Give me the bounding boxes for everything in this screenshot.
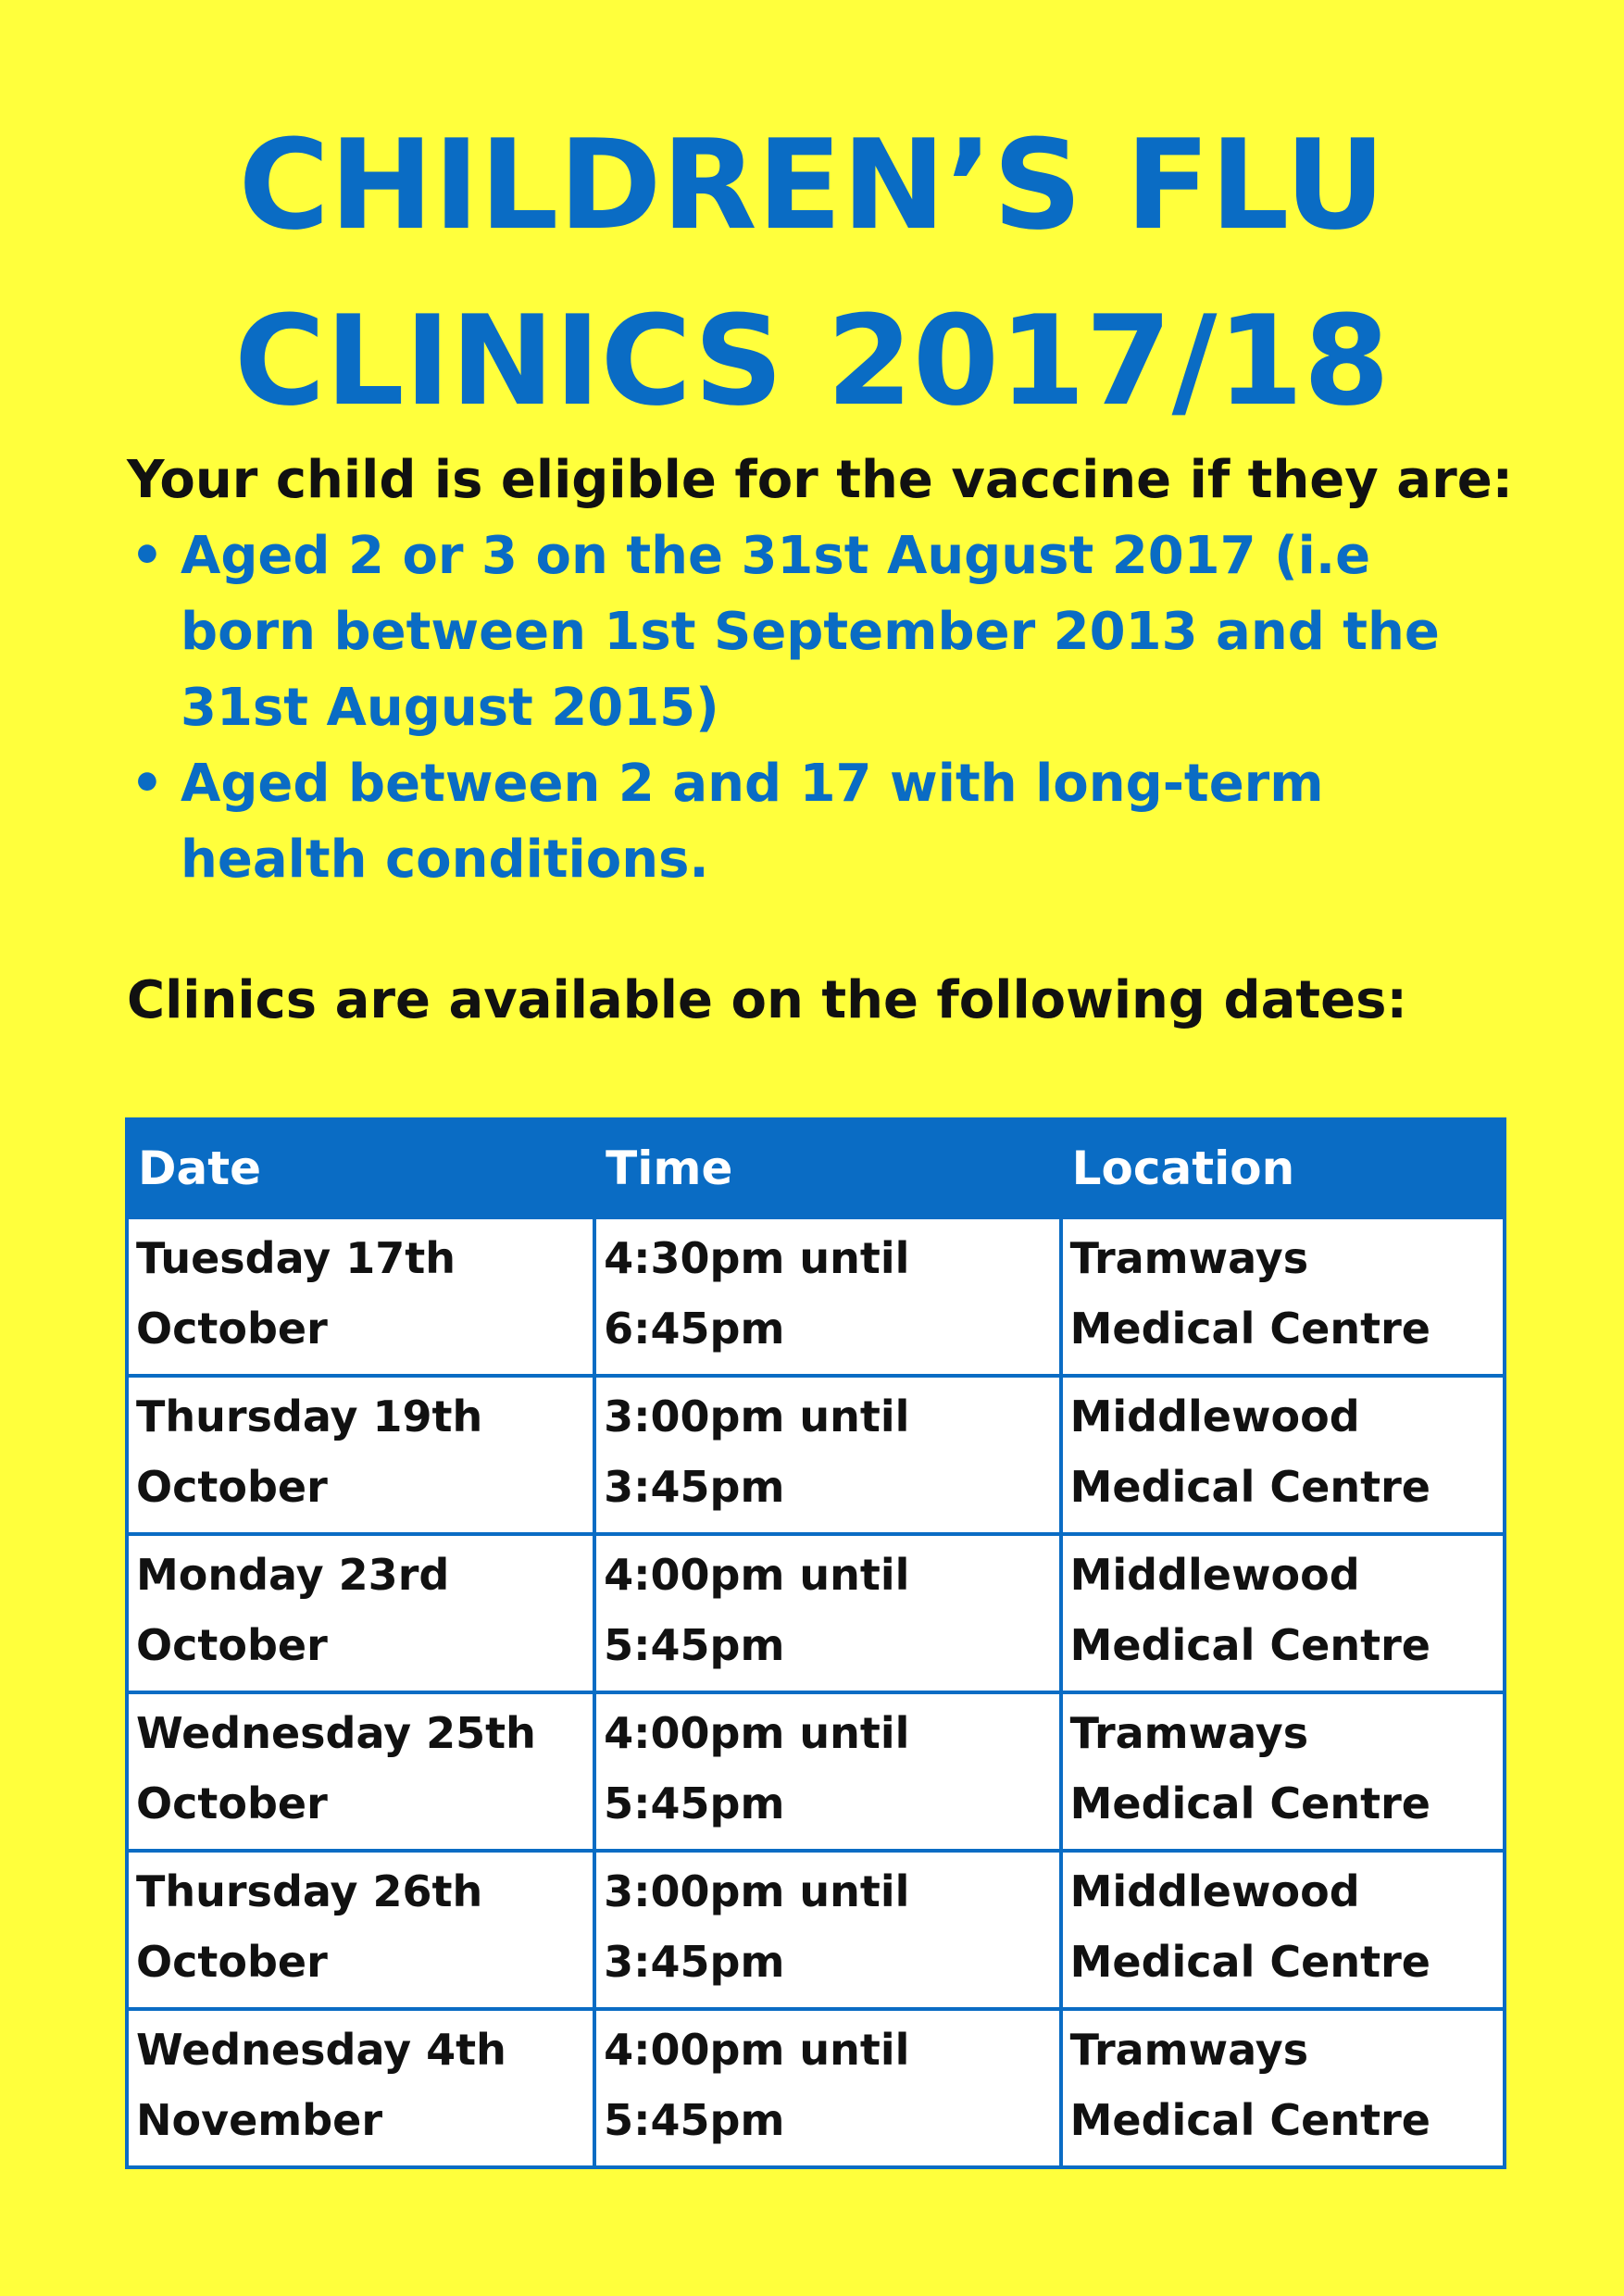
location-line: Medical Centre [1069, 1937, 1430, 1987]
location-line: Middlewood [1069, 1866, 1360, 1916]
bullet-icon: • [131, 526, 164, 586]
date-line: Tuesday 17th [136, 1233, 456, 1283]
cell-date [127, 1376, 594, 1534]
header-time: Time [594, 1119, 1061, 1217]
cell-time [594, 1692, 1061, 1851]
time-line: 5:45pm [604, 1778, 785, 1828]
location-line: Tramways [1069, 1233, 1309, 1283]
poster-title-line-1: CHILDREN’S FLU [238, 113, 1386, 257]
cell-time [594, 1376, 1061, 1534]
cell-date [127, 1851, 594, 2009]
cell-location [1061, 1376, 1505, 1534]
table-header-row [127, 1119, 1505, 1217]
time-line: 3:00pm until [604, 1866, 910, 1916]
time-line: 3:45pm [604, 1462, 785, 1512]
eligibility-item-line: Aged 2 or 3 on the 31st August 2017 (i.e [181, 526, 1371, 586]
eligibility-item-age [127, 518, 1516, 746]
table-row [127, 1376, 1505, 1534]
eligibility-list [127, 518, 1516, 898]
eligibility-item-health-conditions [127, 746, 1516, 898]
time-line: 4:30pm until [604, 1233, 910, 1283]
header-date: Date [127, 1119, 594, 1217]
date-line: Wednesday 25th [136, 1708, 536, 1758]
eligibility-item-line: born between 1st September 2013 and the [181, 602, 1440, 662]
table-row [127, 1534, 1505, 1692]
location-line: Tramways [1069, 2025, 1309, 2075]
clinic-schedule-table [125, 1117, 1506, 2169]
cell-date [127, 2009, 594, 2167]
date-line: October [136, 1304, 328, 1354]
time-line: 3:45pm [604, 1937, 785, 1987]
clinics-heading: Clinics are available on the following dates: [127, 970, 1407, 1030]
cell-time [594, 2009, 1061, 2167]
date-line: October [136, 1937, 328, 1987]
date-line: November [136, 2095, 383, 2145]
poster-title [0, 97, 1624, 449]
time-line: 4:00pm until [604, 1708, 910, 1758]
cell-time [594, 1217, 1061, 1376]
table-row [127, 1217, 1505, 1376]
date-line: October [136, 1462, 328, 1512]
location-line: Medical Centre [1069, 1778, 1430, 1828]
bullet-icon: • [131, 754, 164, 814]
date-line: October [136, 1620, 328, 1670]
cell-location [1061, 1217, 1505, 1376]
cell-location [1061, 2009, 1505, 2167]
table-row [127, 1692, 1505, 1851]
cell-location [1061, 1534, 1505, 1692]
table-row [127, 2009, 1505, 2167]
cell-location [1061, 1692, 1505, 1851]
date-line: Monday 23rd [136, 1550, 450, 1600]
cell-time [594, 1534, 1061, 1692]
location-line: Medical Centre [1069, 1620, 1430, 1670]
location-line: Middlewood [1069, 1550, 1360, 1600]
time-line: 4:00pm until [604, 2025, 910, 2075]
poster-title-line-2: CLINICS 2017/18 [234, 289, 1390, 433]
cell-date [127, 1534, 594, 1692]
eligibility-item-line: Aged between 2 and 17 with long-term [181, 754, 1324, 814]
cell-location [1061, 1851, 1505, 2009]
location-line: Middlewood [1069, 1391, 1360, 1441]
time-line: 3:00pm until [604, 1391, 910, 1441]
header-location: Location [1061, 1119, 1505, 1217]
date-line: Thursday 19th [136, 1391, 483, 1441]
date-line: October [136, 1778, 328, 1828]
location-line: Medical Centre [1069, 2095, 1430, 2145]
cell-date [127, 1217, 594, 1376]
location-line: Medical Centre [1069, 1462, 1430, 1512]
time-line: 4:00pm until [604, 1550, 910, 1600]
eligibility-item-line: health conditions. [181, 830, 709, 890]
cell-time [594, 1851, 1061, 2009]
date-line: Wednesday 4th [136, 2025, 506, 2075]
cell-date [127, 1692, 594, 1851]
time-line: 5:45pm [604, 1620, 785, 1670]
eligibility-heading: Your child is eligible for the vaccine if they are: [127, 450, 1514, 510]
location-line: Medical Centre [1069, 1304, 1430, 1354]
time-line: 5:45pm [604, 2095, 785, 2145]
time-line: 6:45pm [604, 1304, 785, 1354]
eligibility-item-line: 31st August 2015) [181, 678, 719, 738]
date-line: Thursday 26th [136, 1866, 483, 1916]
location-line: Tramways [1069, 1708, 1309, 1758]
table-row [127, 1851, 1505, 2009]
